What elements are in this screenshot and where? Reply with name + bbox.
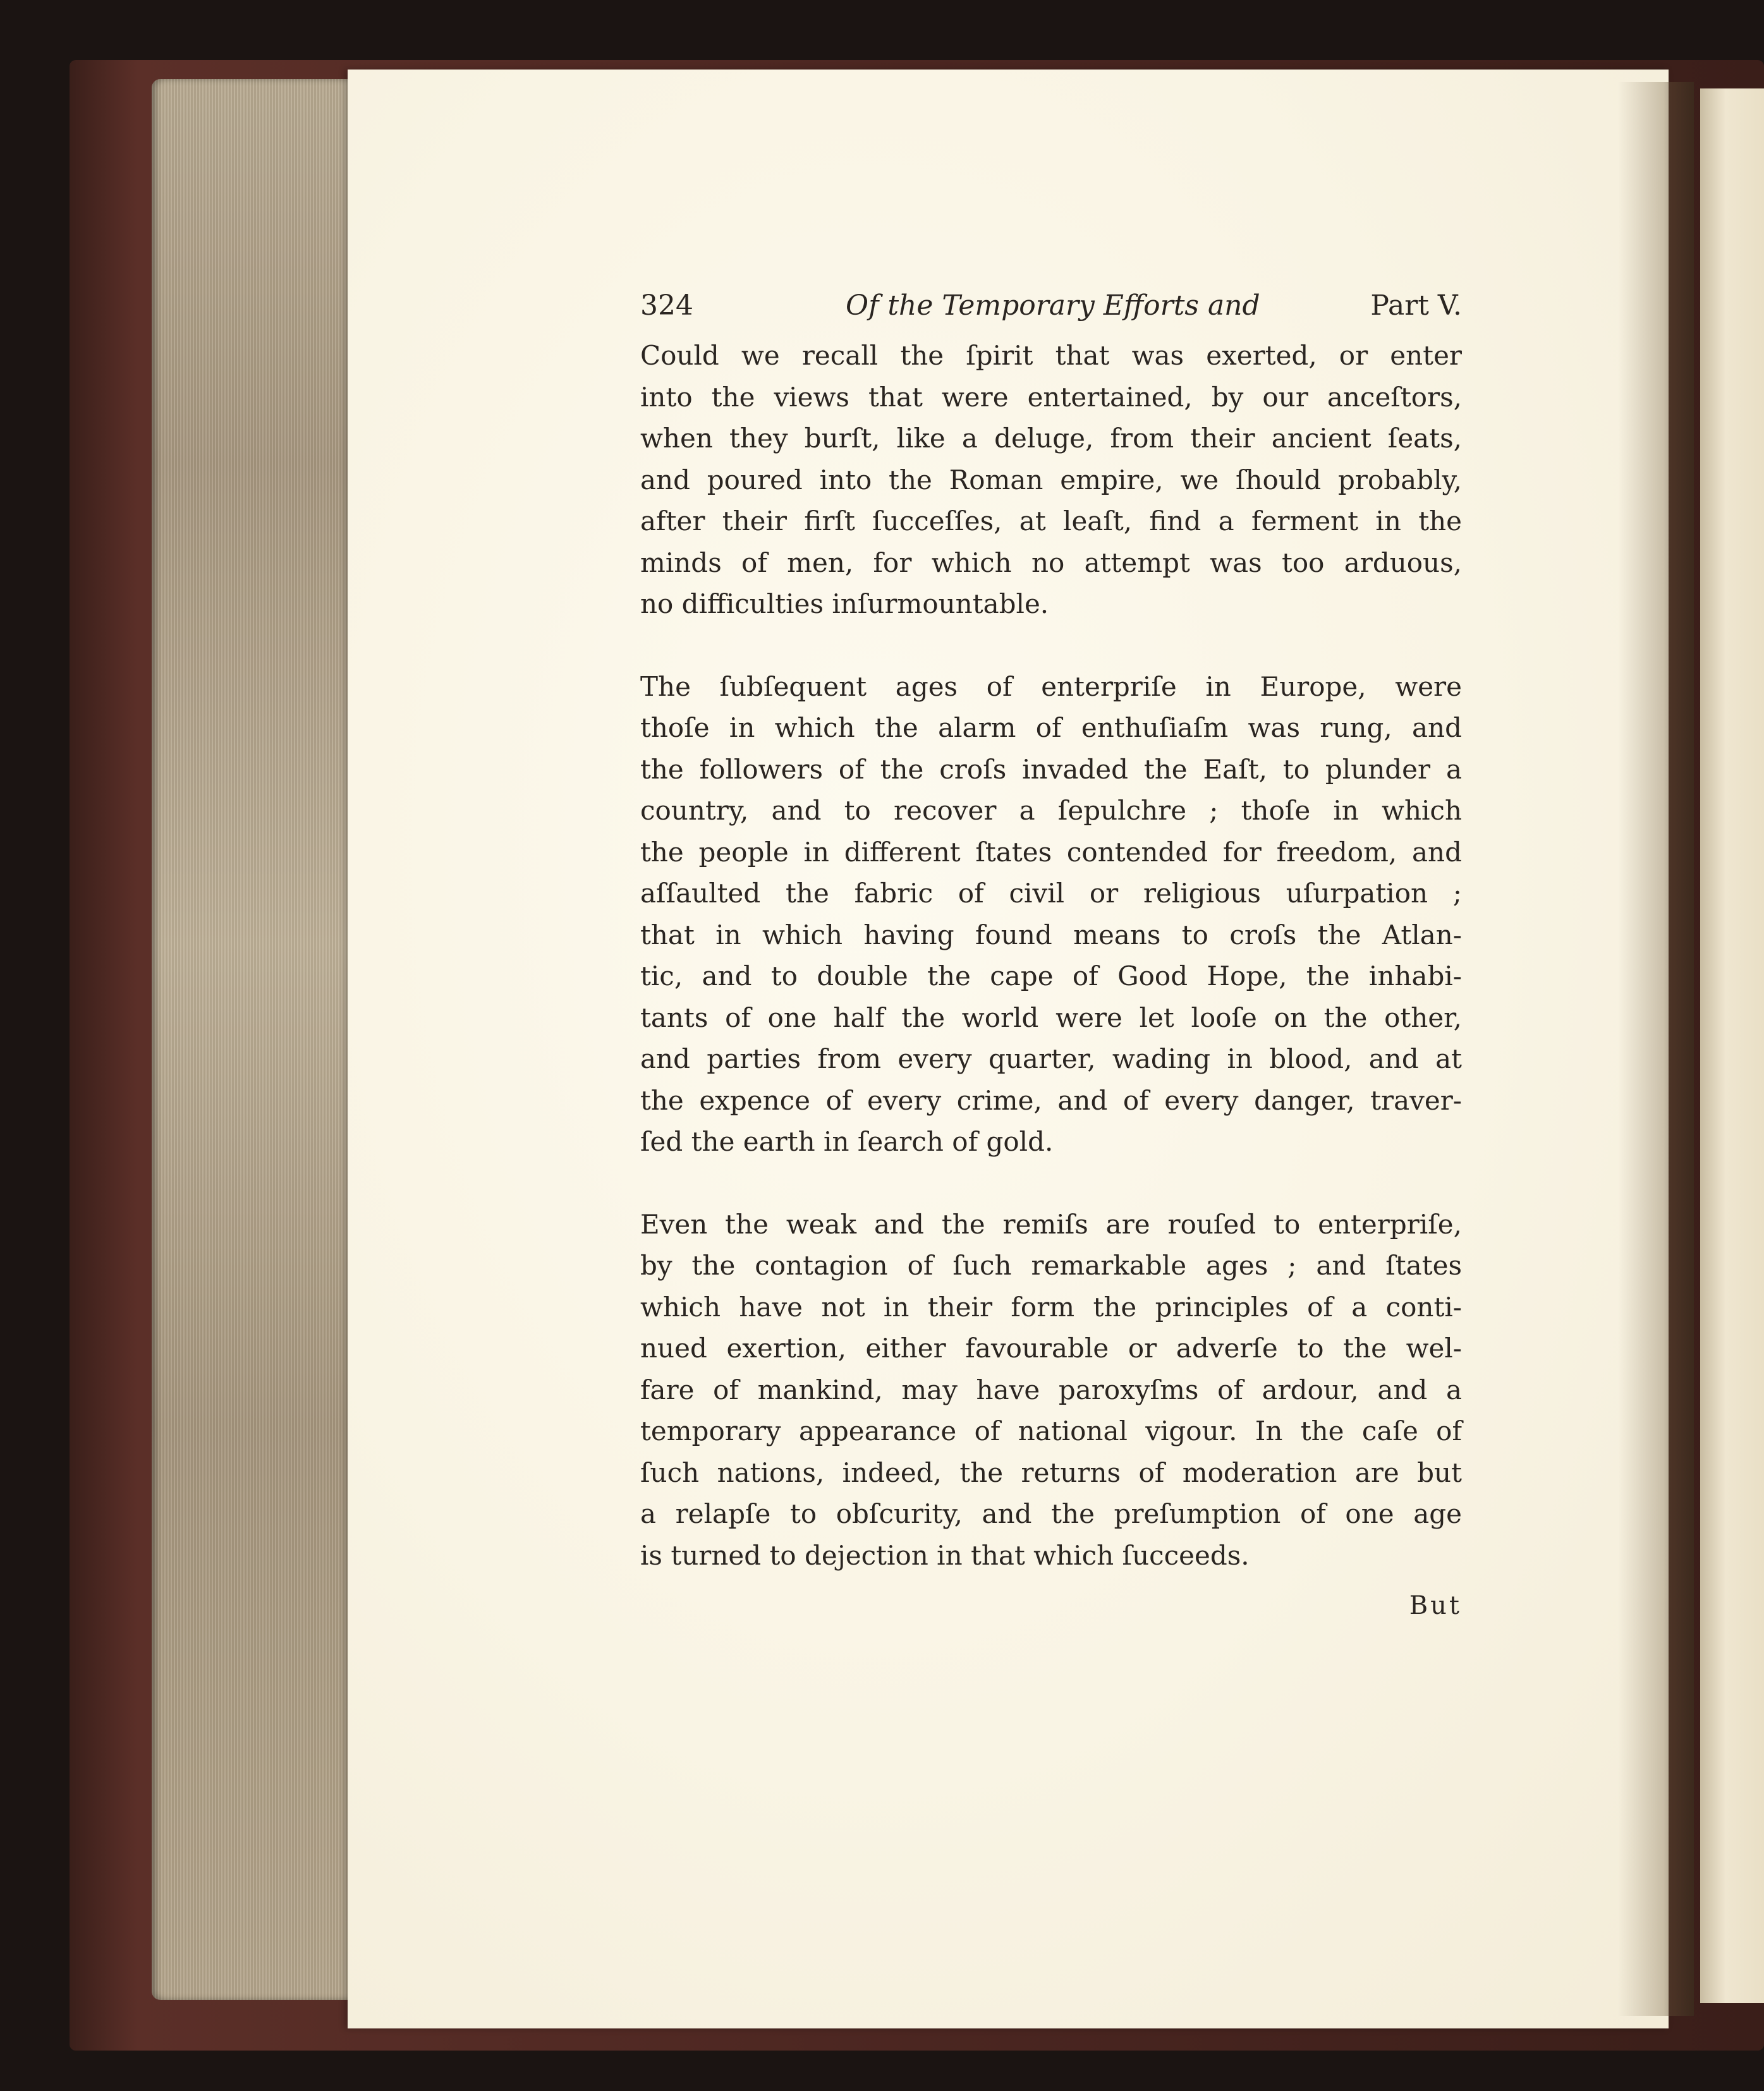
paragraph-2 — [640, 666, 1462, 1163]
text-line: a relapſe to obſcurity, and the preſumption of one age — [640, 1498, 1462, 1529]
text-line: nued exertion, either favourable or adverſe to the wel- — [640, 1333, 1462, 1364]
running-head — [640, 277, 1462, 335]
paragraph-3 — [640, 1204, 1462, 1577]
text-line: is turned to dejection in that which ſucceeds. — [640, 1539, 1250, 1571]
text-line: aſſaulted the fabric of civil or religious uſurpation ; — [640, 878, 1462, 909]
text-line: Could we recall the ſpirit that was exerted, or enter — [640, 340, 1462, 371]
part-label: Part V. — [1370, 289, 1462, 322]
paragraph-gap — [640, 625, 1462, 666]
gutter-shadow — [1618, 82, 1694, 2016]
facing-page — [1700, 88, 1764, 2003]
text-line: the followers of the croſs invaded the Eaſt, to plunder a — [640, 753, 1462, 785]
running-title: Of the Temporary Efforts and — [846, 289, 1260, 322]
text-line: The ſubſequent ages of enterpriſe in Europe, were — [640, 670, 1462, 702]
text-line: that in which having found means to croſs the Atlan- — [640, 919, 1462, 950]
text-line: tants of one half the world were let looſe on the other, — [640, 1002, 1462, 1033]
page-text — [640, 277, 1462, 1628]
text-line: fare of mankind, may have paroxyſms of ardour, and a — [640, 1374, 1462, 1405]
text-line: the people in different ſtates contended for freedom, and — [640, 836, 1462, 868]
text-line: country, and to recover a ſepulchre ; thoſe in which — [640, 795, 1462, 826]
text-line: into the views that were entertained, by our anceſtors, — [640, 381, 1462, 413]
text-line: minds of men, for which no attempt was too arduous, — [640, 547, 1462, 578]
text-line: tic, and to double the cape of Good Hope, the inhabi- — [640, 961, 1462, 991]
text-line: no difficulties inſurmountable. — [640, 588, 1049, 619]
text-line: when they burſt, like a deluge, from their ancient ſeats, — [640, 423, 1462, 454]
text-line: by the contagion of ſuch remarkable ages ; and ſtates — [640, 1250, 1462, 1281]
text-line: ſuch nations, indeed, the returns of moderation are but — [640, 1457, 1462, 1488]
catchword: But — [1409, 1591, 1462, 1620]
text-line: the expence of every crime, and of every danger, traver- — [640, 1084, 1462, 1116]
text-line: and poured into the Roman empire, we ſhould probably, — [640, 464, 1462, 495]
paragraph-gap — [640, 1163, 1462, 1204]
text-line: thoſe in which the alarm of enthuſiaſm was rung, and — [640, 712, 1462, 743]
page-block-edge — [152, 79, 353, 2000]
paragraph-1 — [640, 335, 1462, 625]
text-line: and parties from every quarter, wading in blood, and at — [640, 1043, 1462, 1074]
page-number: 324 — [640, 289, 693, 322]
text-line: which have not in their form the principles of a conti- — [640, 1291, 1462, 1323]
text-line: temporary appearance of national vigour. In the caſe of — [640, 1415, 1462, 1446]
text-line: after their firſt ſucceſſes, at leaſt, find a ferment in the — [640, 506, 1462, 536]
text-line: Even the weak and the remiſs are rouſed to enterpriſe, — [640, 1208, 1462, 1240]
text-line: ſed the earth in ſearch of gold. — [640, 1126, 1054, 1157]
